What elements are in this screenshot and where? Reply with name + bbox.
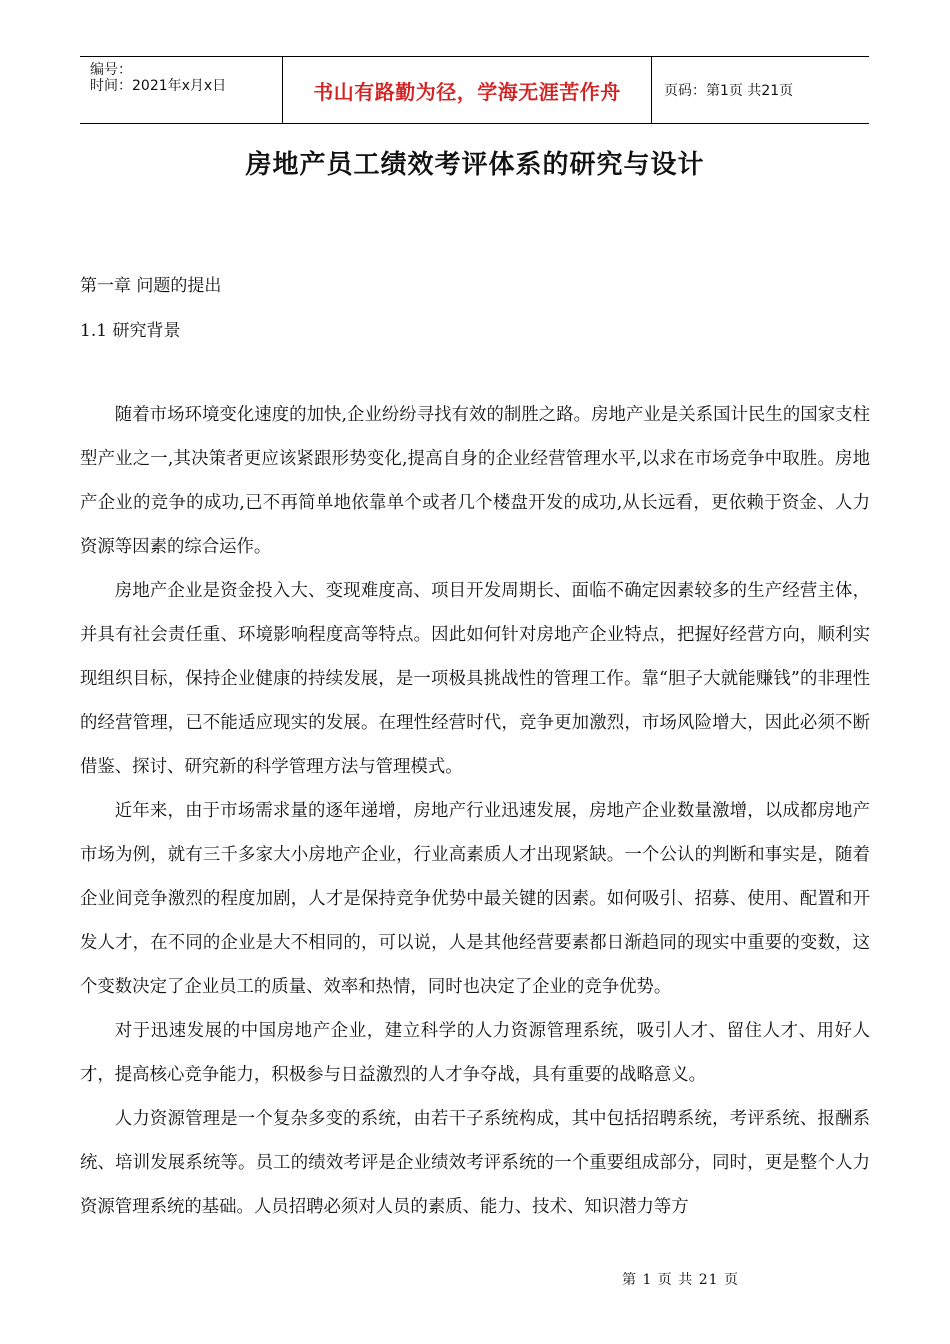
paragraph: 近年来，由于市场需求量的逐年递增，房地产行业迅速发展，房地产企业数量激增，以成都房地产市场为例，就有三千多家大小房地产企业，行业高素质人才出现紧缺。一个公认的判断和事实是，随着企业间竞争激烈的程度加剧，人才是保持竞争优势中最关键的因素。如何吸引、招募、使用、配置和开发人才，在不同的企业是大不相同的，可以说，人是其他经营要素都日渐趋同的现实中重要的变数，这个变数决定了企业员工的质量、效率和热情，同时也决定了企业的竞争优势。 (80, 801, 870, 997)
paragraph: 房地产企业是资金投入大、变现难度高、项目开发周期长、面临不确定因素较多的生产经营主体，并具有社会责任重、环境影响程度高等特点。因此如何针对房地产企业特点，把握好经营方向，顺利实现组织目标，保持企业健康的持续发展，是一项极具挑战性的管理工作。靠“胆子大就能赚钱”的非理性的经营管理，已不能适应现实的发展。在理性经营时代，竞争更加激烈，市场风险增大，因此必须不断借鉴、探讨、研究新的科学管理方法与管理模式。 (80, 581, 870, 777)
doc-time-label: 时间：2021年x月x日 (90, 78, 227, 94)
chapter-heading: 第一章 问题的提出 (80, 276, 222, 296)
document-body (80, 393, 870, 1229)
document-header (80, 56, 869, 124)
paragraph: 对于迅速发展的中国房地产企业，建立科学的人力资源管理系统，吸引人才、留住人才、用好人才，提高核心竞争能力，积极参与日益激烈的人才争夺战，具有重要的战略意义。 (80, 1021, 870, 1085)
header-motto: 书山有路勤为径，学海无涯苦作舟 (283, 57, 652, 123)
header-page-info: 页码：第1页 共21页 (664, 83, 794, 99)
page-footer: 第 1 页 共 21 页 (622, 1272, 739, 1288)
doc-code-label: 编号： (90, 62, 132, 78)
header-meta (80, 57, 283, 123)
paragraph: 人力资源管理是一个复杂多变的系统，由若干子系统构成，其中包括招聘系统，考评系统、报酬系统、培训发展系统等。员工的绩效考评是企业绩效考评系统的一个重要组成部分，同时，更是整个人力资源管理系统的基础。人员招聘必须对人员的素质、能力、技术、知识潜力等方 (80, 1109, 870, 1217)
section-heading: 1.1 研究背景 (80, 321, 181, 341)
paragraph: 随着市场环境变化速度的加快,企业纷纷寻找有效的制胜之路。房地产业是关系国计民生的国家支柱型产业之一,其决策者更应该紧跟形势变化,提高自身的企业经营管理水平,以求在市场竞争中取胜。房地产企业的竞争的成功,已不再简单地依靠单个或者几个楼盘开发的成功,从长远看，更依赖于资金、人力资源等因素的综合运作。 (80, 405, 870, 557)
document-title: 房地产员工绩效考评体系的研究与设计 (245, 150, 705, 180)
